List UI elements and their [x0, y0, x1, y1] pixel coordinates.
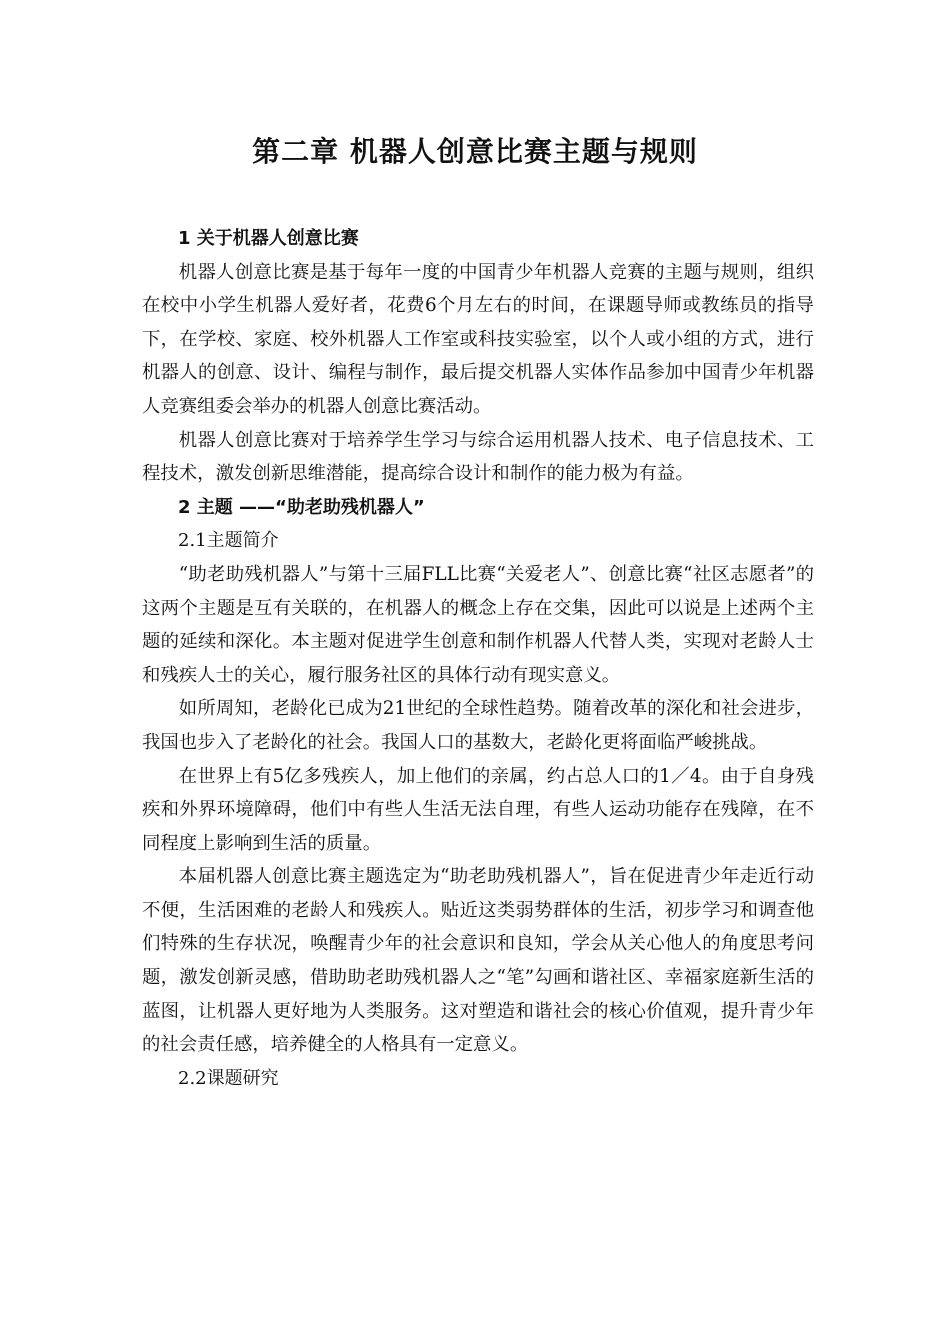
subsection-heading-theme-intro: 2.1主题简介 [178, 530, 279, 552]
section-heading-theme: 2 主题 ——“助老助残机器人” [178, 496, 425, 518]
paragraph-theme-purpose: 本届机器人创意比赛主题选定为“助老助残机器人”，旨在促进青少年走近行动不便，生活困难的老龄人和残疾人。贴近这类弱势群体的生活，初步学习和调查他们特殊的生存状况，唤醒青少年的社会意识和良知，学会从关心他人的角度思考问题，激发创新灵感，借助助老助残机器人之“笔”勾画和谐社区、幸福家庭新生活的蓝图，让机器人更好地为人类服务。这对塑造和谐社会的核心价值观，提升青少年的社会责任感，培养健全的人格具有一定意义。 [142, 866, 814, 1056]
subsection-heading-research: 2.2课题研究 [178, 1067, 279, 1089]
section-heading-about: 1 关于机器人创意比赛 [178, 228, 359, 249]
chapter-title: 第二章 机器人创意比赛主题与规则 [252, 135, 698, 168]
document-body [142, 222, 814, 1095]
paragraph-disability: 在世界上有5亿多残疾人，加上他们的亲属，约占总人口的1／4。由于自身残疾和外界环境障碍，他们中有些人生活无法自理，有些人运动功能存在残障，在不同程度上影响到生活的质量。 [142, 765, 814, 854]
paragraph-aging: 如所周知，老龄化已成为21世纪的全球性趋势。随着改革的深化和社会进步，我国也步入了老龄化的社会。我国人口的基数大，老龄化更将面临严峻挑战。 [142, 698, 814, 753]
paragraph-benefits: 机器人创意比赛对于培养学生学习与综合运用机器人技术、电子信息技术、工程技术，激发创新思维潜能，提高综合设计和制作的能力极为有益。 [142, 429, 814, 485]
paragraph-intro: 机器人创意比赛是基于每年一度的中国青少年机器人竞赛的主题与规则，组织在校中小学生机器人爱好者，花费6个月左右的时间，在课题导师或教练员的指导下，在学校、家庭、校外机器人工作室或科技实验室，以个人或小组的方式，进行机器人的创意、设计、编程与制作，最后提交机器人实体作品参加中国青少年机器人竞赛组委会举办的机器人创意比赛活动。 [142, 261, 814, 417]
paragraph-theme-relation: “助老助残机器人”与第十三届FLL比赛“关爱老人”、创意比赛“社区志愿者”的这两个主题是互有关联的，在机器人的概念上存在交集，因此可以说是上述两个主题的延续和深化。本主题对促进学生创意和制作机器人代替人类，实现对老龄人士和残疾人士的关心，履行服务社区的具体行动有现实意义。 [142, 563, 814, 686]
